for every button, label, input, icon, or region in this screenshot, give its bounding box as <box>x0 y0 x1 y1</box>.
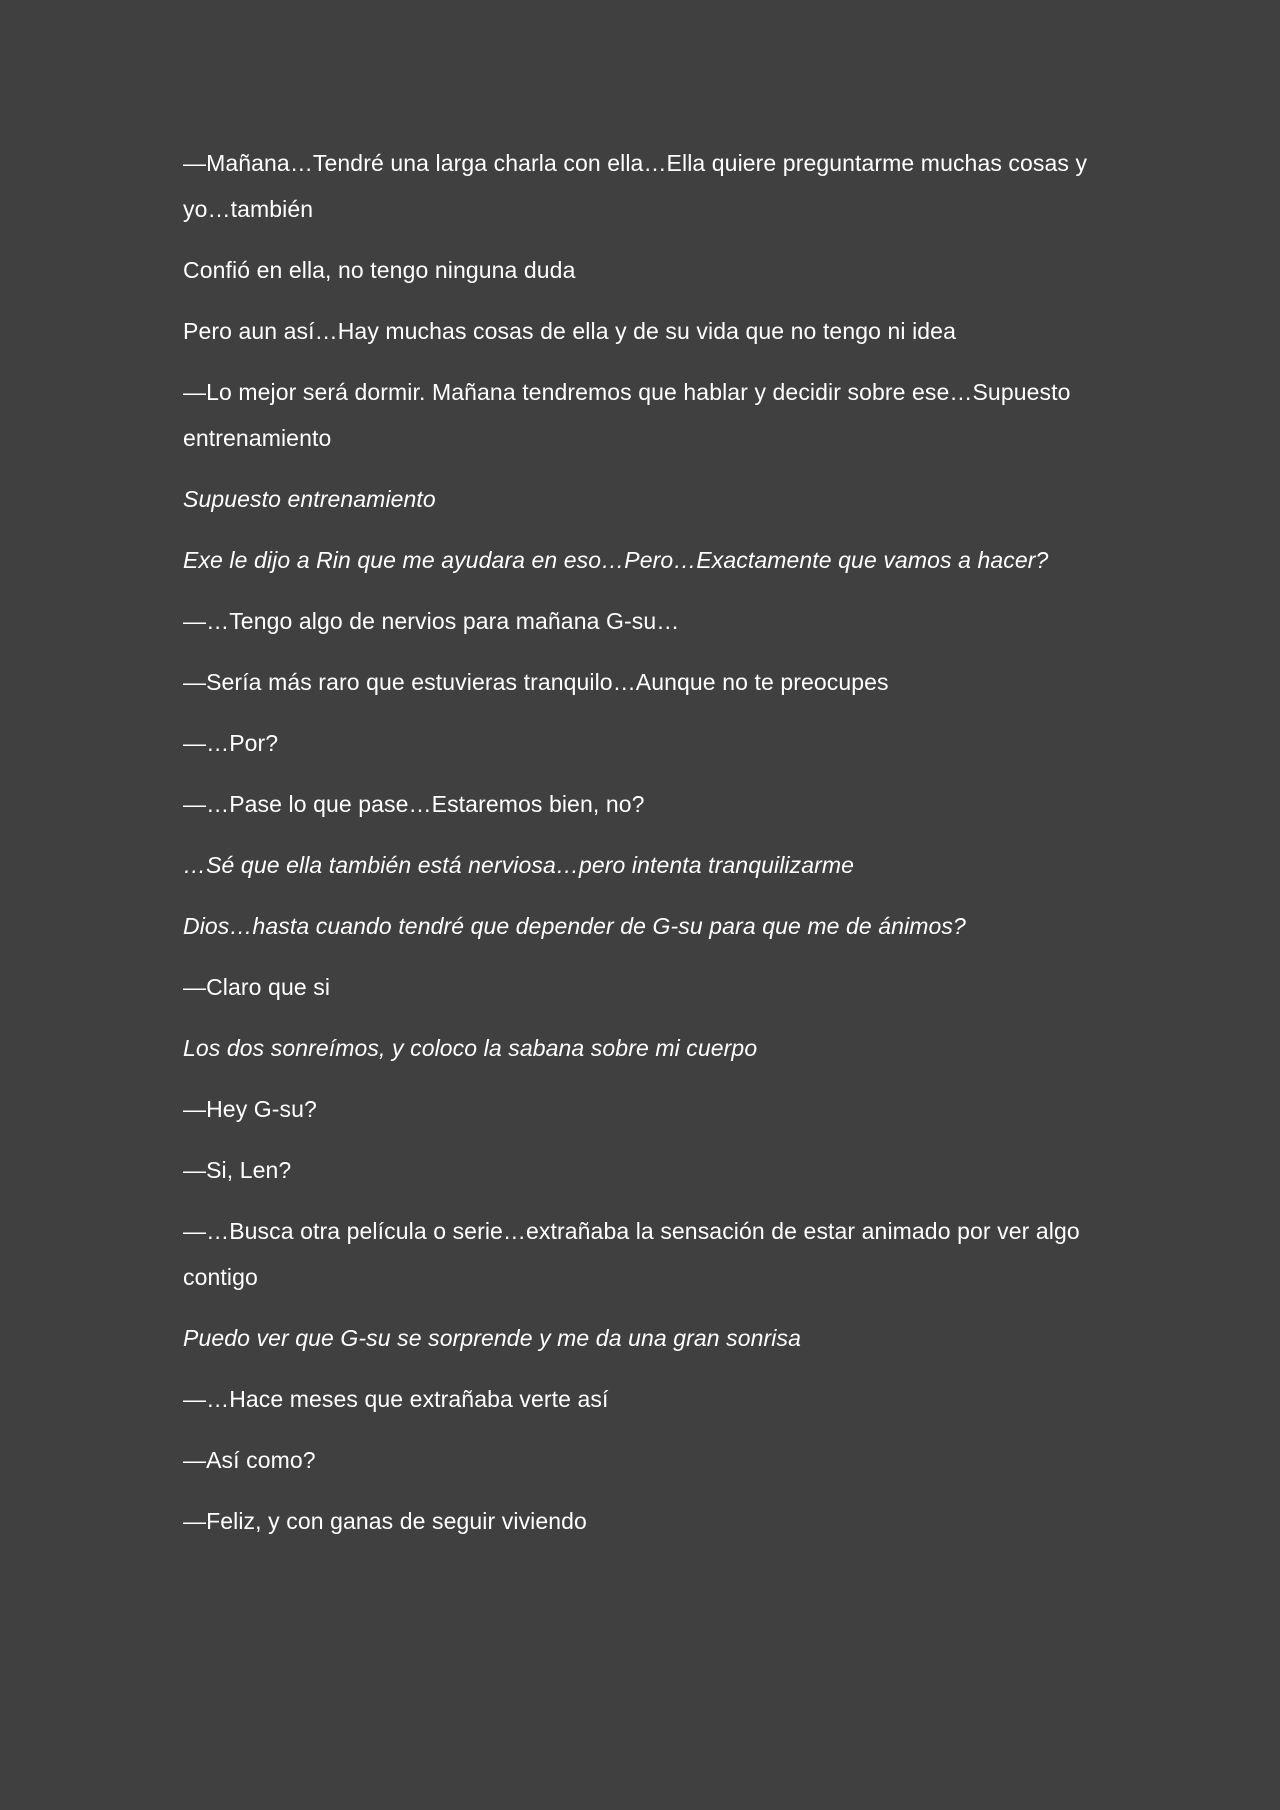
paragraph-italic: Exe le dijo a Rin que me ayudara en eso…Pero…Exactamente que vamos a hacer? <box>183 547 1049 573</box>
paragraph: —Lo mejor será dormir. Mañana tendremos que hablar y decidir sobre ese…Supuesto entrenamiento <box>183 379 1071 451</box>
paragraph: —Sería más raro que estuvieras tranquilo…Aunque no te preocupes <box>183 669 889 695</box>
paragraph: —…Busca otra película o serie…extrañaba la sensación de estar animado por ver algo contigo <box>183 1218 1080 1290</box>
paragraph: Pero aun así…Hay muchas cosas de ella y de su vida que no tengo ni idea <box>183 318 956 344</box>
paragraph-italic: Supuesto entrenamiento <box>183 486 436 512</box>
paragraph: —Si, Len? <box>183 1157 292 1183</box>
paragraph: —Hey G-su? <box>183 1096 317 1122</box>
paragraph: —Así como? <box>183 1447 316 1473</box>
paragraph-italic: Puedo ver que G-su se sorprende y me da una gran sonrisa <box>183 1325 802 1351</box>
paragraph: Confió en ella, no tengo ninguna duda <box>183 257 576 283</box>
paragraph: —Claro que si <box>183 974 331 1000</box>
paragraph-italic: …Sé que ella también está nerviosa…pero intenta tranquilizarme <box>183 852 855 878</box>
paragraph: —Mañana…Tendré una larga charla con ella…Ella quiere preguntarme muchas cosas y yo…también <box>183 150 1088 222</box>
paragraph: —…Tengo algo de nervios para mañana G-su… <box>183 608 680 634</box>
paragraph: —…Pase lo que pase…Estaremos bien, no? <box>183 791 645 817</box>
paragraph: —Feliz, y con ganas de seguir viviendo <box>183 1508 587 1534</box>
paragraph-italic: Dios…hasta cuando tendré que depender de G-su para que me de ánimos? <box>183 913 966 939</box>
paragraph: —…Por? <box>183 730 279 756</box>
text-body <box>183 140 1103 1559</box>
paragraph: —…Hace meses que extrañaba verte así <box>183 1386 609 1412</box>
paragraph-italic: Los dos sonreímos, y coloco la sabana sobre mi cuerpo <box>183 1035 758 1061</box>
